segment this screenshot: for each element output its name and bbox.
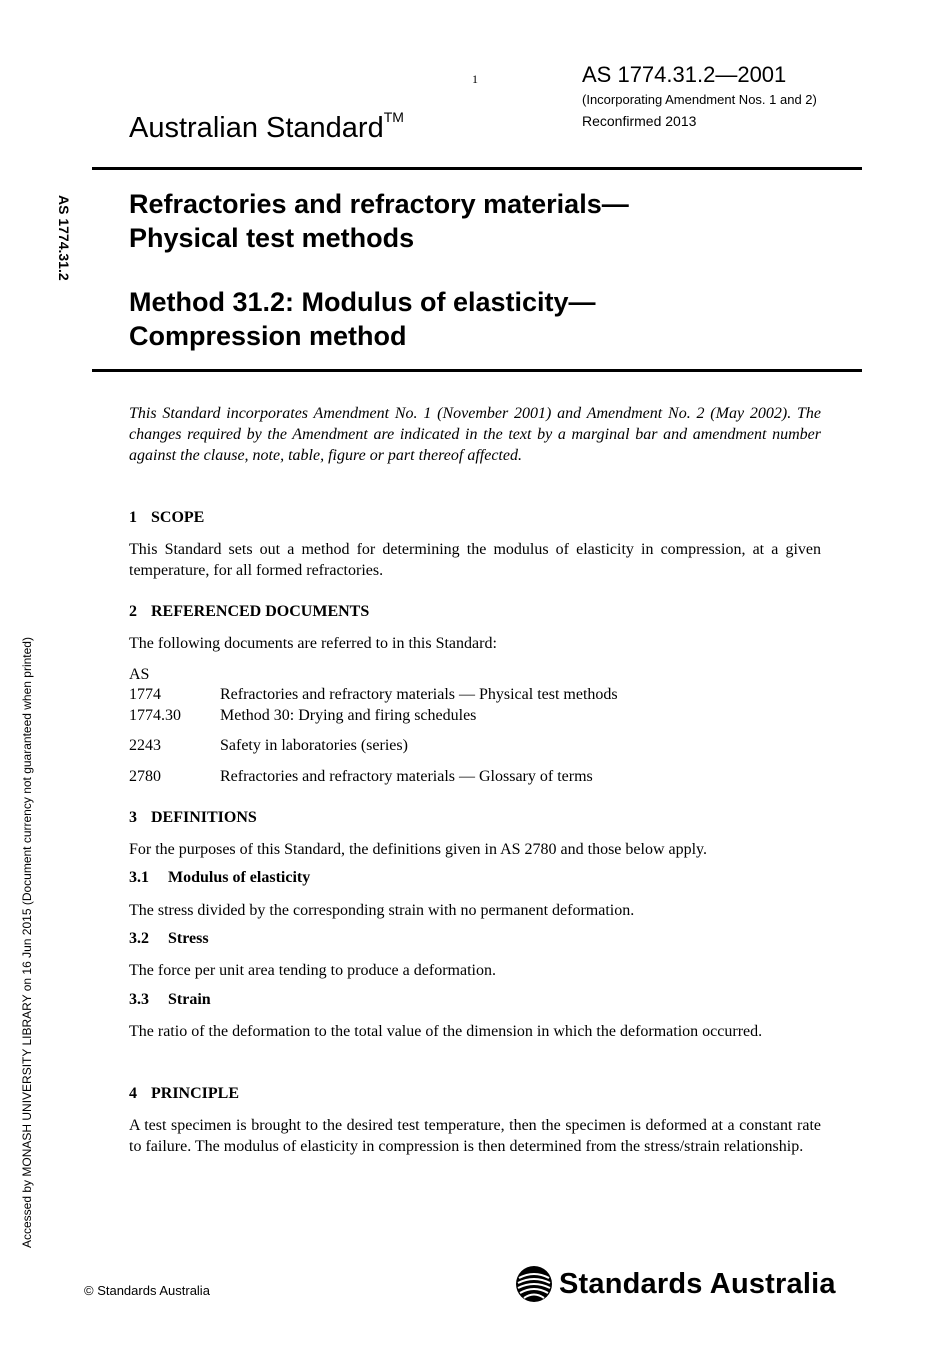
- section-heading-principle: 4 PRINCIPLE: [129, 1085, 240, 1102]
- top-rule: [92, 167, 862, 170]
- reference-item: 2243 Safety in laboratories (series): [129, 737, 408, 754]
- references-intro: The following documents are referred to in this Standard:: [129, 635, 497, 652]
- brand-name: Australian Standard: [129, 112, 384, 144]
- side-standard-code: AS 1774.31.2: [56, 195, 72, 281]
- definition-text: The ratio of the deformation to the total value of the dimension in which the deformation occurred.: [129, 1023, 763, 1040]
- page-number: 1: [472, 72, 478, 86]
- reconfirmed-note: Reconfirmed 2013: [582, 113, 697, 129]
- title-line-2: Physical test methods: [129, 223, 415, 253]
- title-rule: [92, 369, 862, 372]
- section-heading-scope: 1 SCOPE: [129, 509, 205, 526]
- subsection-heading: 3.3 Strain: [129, 991, 211, 1008]
- document-title: [129, 187, 629, 255]
- reference-item: 1774.30 Method 30: Drying and firing schedules: [129, 707, 477, 724]
- subsection-heading: 3.2 Stress: [129, 930, 209, 947]
- swirl-logo-icon: [515, 1264, 553, 1304]
- brand-title: [129, 109, 404, 145]
- reference-prefix: AS: [129, 666, 150, 683]
- section-heading-references: 2 REFERENCED DOCUMENTS: [129, 603, 370, 620]
- subsection-heading: 3.1 Modulus of elasticity: [129, 869, 311, 886]
- method-title: [129, 285, 596, 353]
- amendment-note: (Incorporating Amendment Nos. 1 and 2): [582, 92, 817, 107]
- access-watermark: Accessed by MONASH UNIVERSITY LIBRARY on 16 Jun 2015 (Document currency not guaranteed when printed): [20, 637, 34, 1248]
- amendment-preamble: This Standard incorporates Amendment No. 1 (November 2001) and Amendment No. 2 (May 2002). The changes required by the Amendment are indicated in the text by a marginal bar and amendment number against the clause, note, table, figure or part thereof affected.: [129, 405, 821, 464]
- scope-text: This Standard sets out a method for determining the modulus of elasticity in compression, at a given temperature, for all formed refractories.: [129, 541, 821, 579]
- principle-text: A test specimen is brought to the desired test temperature, then the specimen is deformed at a constant rate to failure. The modulus of elasticity in compression is then determined from the stress/strain relationship.: [129, 1117, 821, 1155]
- standards-australia-logo: [515, 1264, 836, 1304]
- logo-text: Standards Australia: [559, 1267, 836, 1300]
- definition-text: The stress divided by the corresponding strain with no permanent deformation.: [129, 902, 635, 919]
- copyright-footer: © Standards Australia: [84, 1283, 210, 1298]
- trademark-mark: TM: [383, 109, 404, 126]
- standard-code: AS 1774.31.2—2001: [582, 62, 787, 87]
- reference-item: 2780 Refractories and refractory materials — Glossary of terms: [129, 768, 593, 785]
- definition-text: The force per unit area tending to produce a deformation.: [129, 962, 496, 979]
- reference-item: 1774 Refractories and refractory materials — Physical test methods: [129, 686, 618, 703]
- section-heading-definitions: 3 DEFINITIONS: [129, 809, 257, 826]
- method-line-1: Method 31.2: Modulus of elasticity—: [129, 287, 596, 317]
- method-line-2: Compression method: [129, 321, 407, 351]
- title-line-1: Refractories and refractory materials—: [129, 189, 629, 219]
- definitions-intro: For the purposes of this Standard, the definitions given in AS 2780 and those below apply.: [129, 841, 708, 858]
